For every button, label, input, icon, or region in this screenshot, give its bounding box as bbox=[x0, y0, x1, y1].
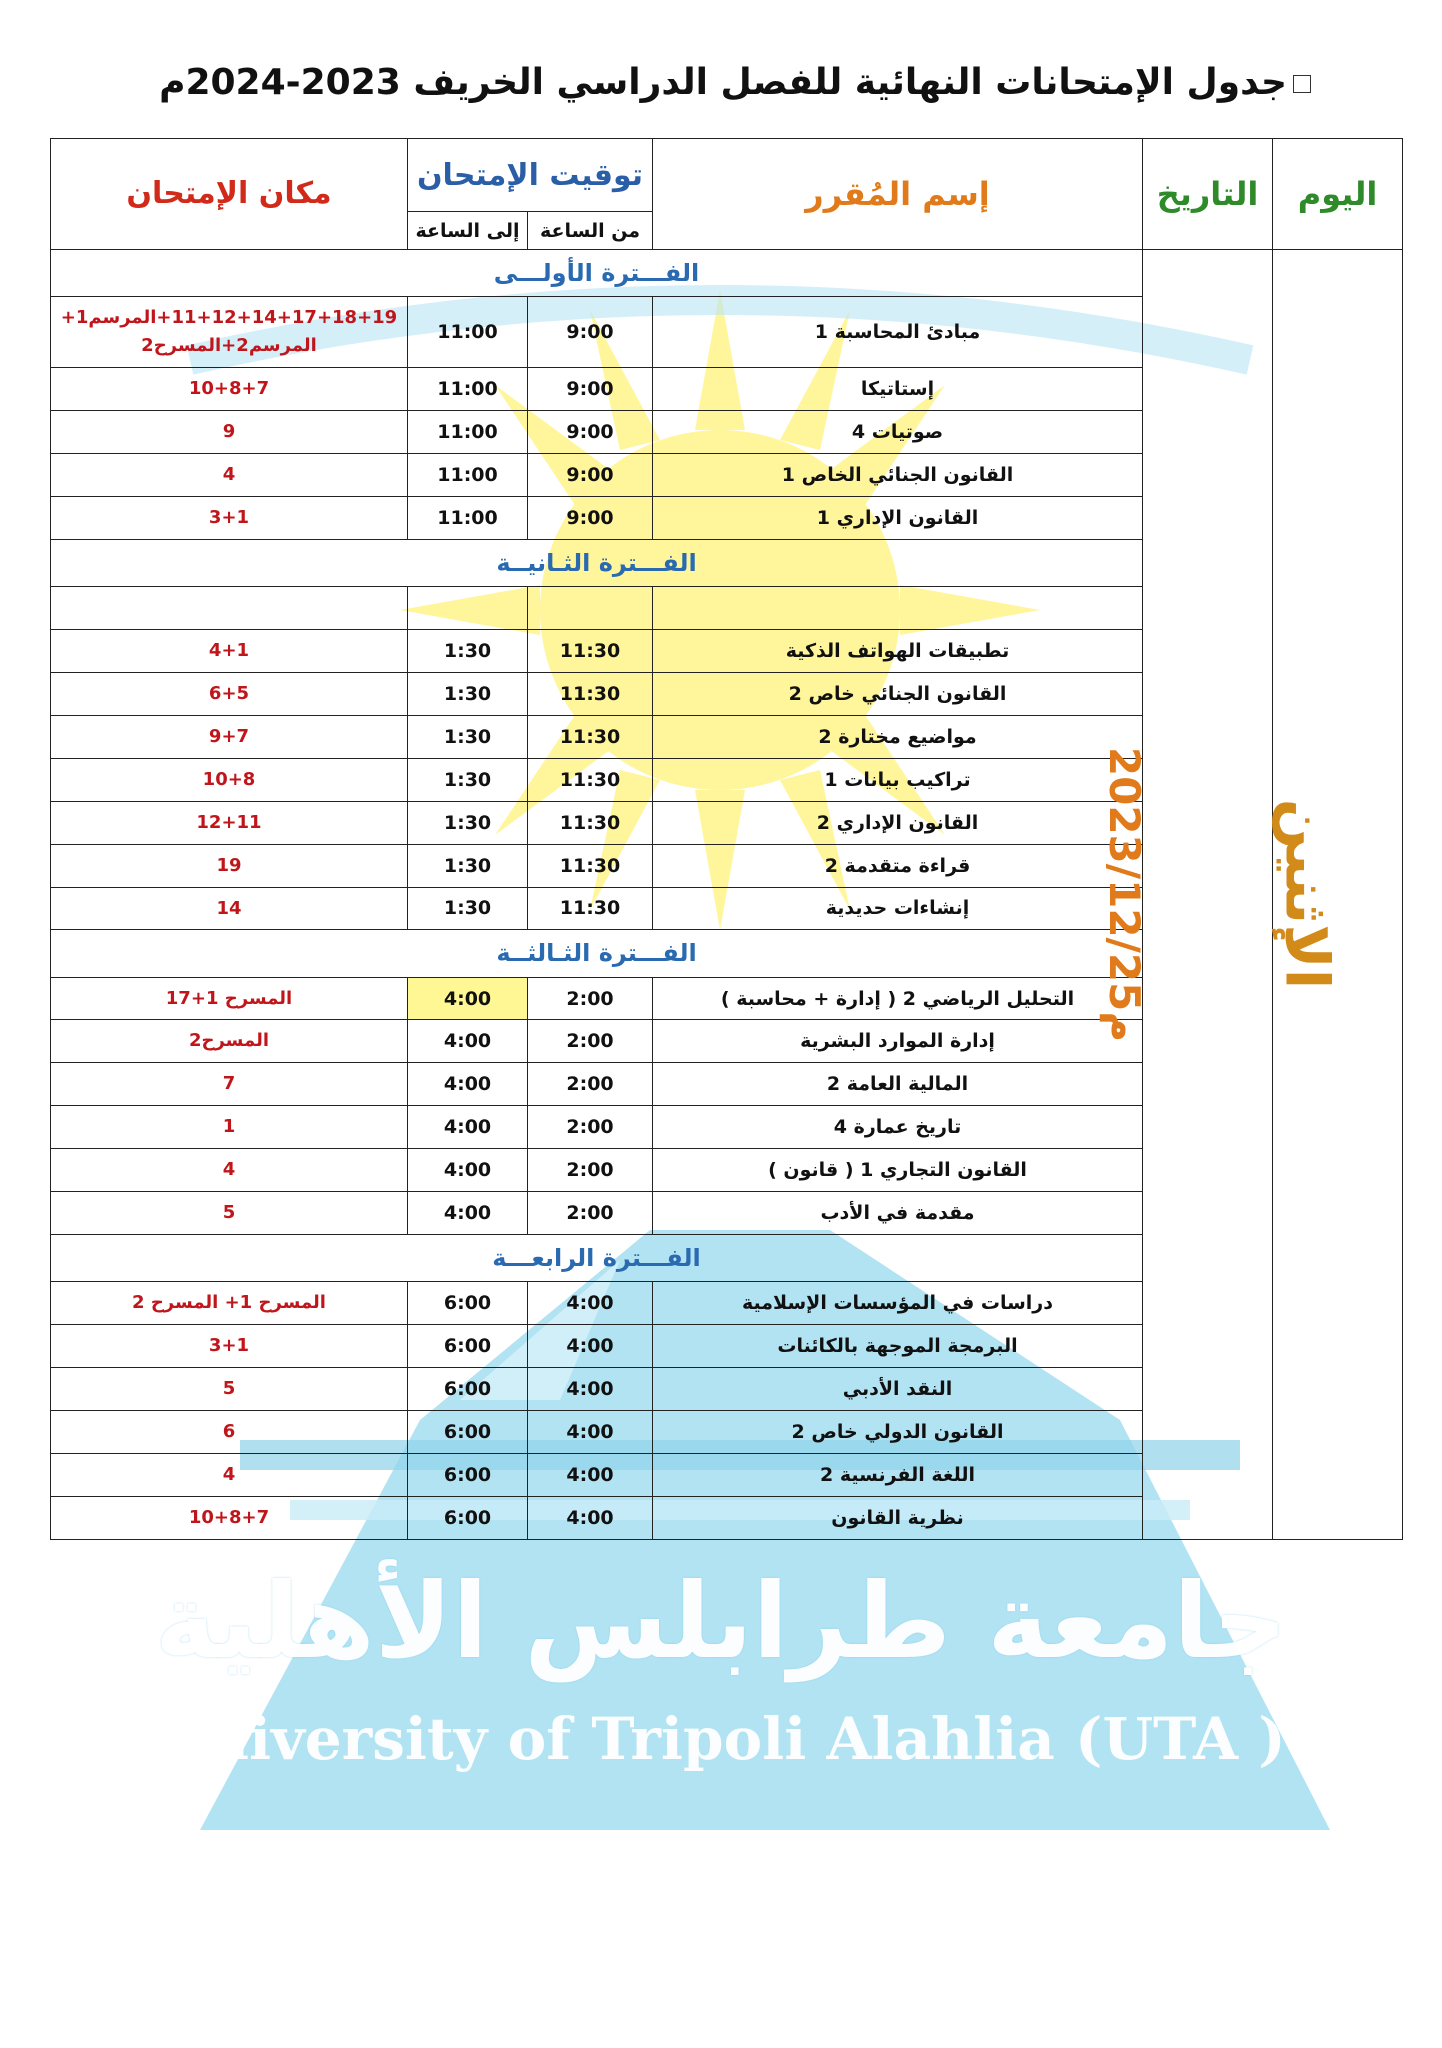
exam-place: 10+8+7 bbox=[51, 1496, 408, 1539]
from-time: 11:30 bbox=[528, 715, 653, 758]
course-name: المالية العامة 2 bbox=[653, 1063, 1143, 1106]
to-time: 1:30 bbox=[408, 844, 528, 887]
exam-place: المسرح 1+17 bbox=[51, 977, 408, 1020]
course-name: قراءة متقدمة 2 bbox=[653, 844, 1143, 887]
header-row bbox=[51, 139, 1403, 212]
to-time: 6:00 bbox=[408, 1410, 528, 1453]
course-name bbox=[653, 587, 1143, 630]
to-time: 11:00 bbox=[408, 411, 528, 454]
exam-place: 4 bbox=[51, 1453, 408, 1496]
from-time: 2:00 bbox=[528, 1149, 653, 1192]
to-time: 1:30 bbox=[408, 758, 528, 801]
to-time: 4:00 bbox=[408, 1106, 528, 1149]
from-time: 4:00 bbox=[528, 1453, 653, 1496]
from-time: 11:30 bbox=[528, 672, 653, 715]
day-value: الإثنين bbox=[1271, 799, 1342, 990]
header-day: اليوم bbox=[1273, 139, 1403, 250]
from-time: 2:00 bbox=[528, 1106, 653, 1149]
course-name: القانون الجنائي الخاص 1 bbox=[653, 454, 1143, 497]
exam-place: 6 bbox=[51, 1410, 408, 1453]
course-name: تاريخ عمارة 4 bbox=[653, 1106, 1143, 1149]
period-row bbox=[51, 249, 1403, 296]
to-time: 4:00 bbox=[408, 1063, 528, 1106]
to-time: 1:30 bbox=[408, 887, 528, 930]
header-from-time: من الساعة bbox=[528, 212, 653, 250]
exam-place: 10+8+7 bbox=[51, 368, 408, 411]
date-value: 2023/12/25م bbox=[1099, 746, 1149, 1043]
course-name: مبادئ المحاسبة 1 bbox=[653, 297, 1143, 368]
header-date: التاريخ bbox=[1143, 139, 1273, 250]
from-time: 9:00 bbox=[528, 297, 653, 368]
period-label: الفـــترة الثـالثــة bbox=[51, 930, 1143, 977]
exam-place: 10+8 bbox=[51, 758, 408, 801]
course-name: إستاتيكا bbox=[653, 368, 1143, 411]
course-name: النقد الأدبي bbox=[653, 1368, 1143, 1411]
exam-place: 1 bbox=[51, 1106, 408, 1149]
exam-place: 7 bbox=[51, 1063, 408, 1106]
to-time: 4:00 bbox=[408, 1149, 528, 1192]
to-time: 1:30 bbox=[408, 801, 528, 844]
watermark-english-name: University of Tripoli Alahlia (UTA ) bbox=[156, 1705, 1286, 1773]
page-title bbox=[150, 62, 1320, 103]
header-exam-place: مكان الإمتحان bbox=[51, 139, 408, 250]
from-time: 11:30 bbox=[528, 801, 653, 844]
day-cell bbox=[1273, 249, 1403, 1539]
course-name: القانون الإداري 1 bbox=[653, 497, 1143, 540]
to-time: 11:00 bbox=[408, 454, 528, 497]
from-time: 9:00 bbox=[528, 411, 653, 454]
from-time: 11:30 bbox=[528, 844, 653, 887]
course-name: دراسات في المؤسسات الإسلامية bbox=[653, 1282, 1143, 1325]
to-time: 1:30 bbox=[408, 629, 528, 672]
to-time bbox=[408, 587, 528, 630]
exam-place: 4 bbox=[51, 454, 408, 497]
course-name: اللغة الفرنسية 2 bbox=[653, 1453, 1143, 1496]
exam-place bbox=[51, 587, 408, 630]
course-name: البرمجة الموجهة بالكائنات bbox=[653, 1325, 1143, 1368]
course-name: التحليل الرياضي 2 ( إدارة + محاسبة ) bbox=[653, 977, 1143, 1020]
exam-place: 3+1 bbox=[51, 497, 408, 540]
to-time: 1:30 bbox=[408, 672, 528, 715]
title-text: جدول الإمتحانات النهائية للفصل الدراسي الخريف 2023-2024م bbox=[159, 62, 1287, 103]
header-exam-time: توقيت الإمتحان bbox=[408, 139, 653, 212]
to-time: 6:00 bbox=[408, 1453, 528, 1496]
exam-place: 11+12+14+17+18+19+المرسم1+ المرسم2+المسرح2 bbox=[51, 297, 408, 368]
from-time: 4:00 bbox=[528, 1282, 653, 1325]
exam-place: 9+7 bbox=[51, 715, 408, 758]
exam-place: 14 bbox=[51, 887, 408, 930]
course-name: مواضيع مختارة 2 bbox=[653, 715, 1143, 758]
to-time: 1:30 bbox=[408, 715, 528, 758]
course-name: مقدمة في الأدب bbox=[653, 1192, 1143, 1235]
to-time: 4:00 bbox=[408, 1020, 528, 1063]
header-course: إسم المُقرر bbox=[653, 139, 1143, 250]
from-time: 9:00 bbox=[528, 368, 653, 411]
from-time: 11:30 bbox=[528, 629, 653, 672]
course-name: صوتيات 4 bbox=[653, 411, 1143, 454]
period-label: الفـــترة الأولـــى bbox=[51, 249, 1143, 296]
course-name: القانون الجنائي خاص 2 bbox=[653, 672, 1143, 715]
exam-place: المسرح 1+ المسرح 2 bbox=[51, 1282, 408, 1325]
to-time: 11:00 bbox=[408, 297, 528, 368]
from-time: 2:00 bbox=[528, 1020, 653, 1063]
course-name: إدارة الموارد البشرية bbox=[653, 1020, 1143, 1063]
from-time: 11:30 bbox=[528, 887, 653, 930]
exam-schedule-table bbox=[50, 138, 1403, 1540]
to-time: 11:00 bbox=[408, 368, 528, 411]
exam-place: 19 bbox=[51, 844, 408, 887]
exam-place: 5 bbox=[51, 1192, 408, 1235]
to-time: 4:00 bbox=[408, 1192, 528, 1235]
exam-place: 6+5 bbox=[51, 672, 408, 715]
to-time: 11:00 bbox=[408, 497, 528, 540]
from-time: 11:30 bbox=[528, 758, 653, 801]
to-time: 6:00 bbox=[408, 1325, 528, 1368]
from-time: 4:00 bbox=[528, 1410, 653, 1453]
to-time: 6:00 bbox=[408, 1368, 528, 1411]
course-name: تراكيب بيانات 1 bbox=[653, 758, 1143, 801]
to-time: 6:00 bbox=[408, 1496, 528, 1539]
from-time: 4:00 bbox=[528, 1368, 653, 1411]
from-time: 2:00 bbox=[528, 1192, 653, 1235]
exam-place: المسرح2 bbox=[51, 1020, 408, 1063]
checkbox-icon bbox=[1293, 75, 1311, 93]
header-to-time: إلى الساعة bbox=[408, 212, 528, 250]
exam-place: 12+11 bbox=[51, 801, 408, 844]
course-name: إنشاءات حديدية bbox=[653, 887, 1143, 930]
from-time: 2:00 bbox=[528, 977, 653, 1020]
course-name: القانون الإداري 2 bbox=[653, 801, 1143, 844]
from-time: 4:00 bbox=[528, 1325, 653, 1368]
period-label: الفـــترة الثـانيــة bbox=[51, 539, 1143, 586]
exam-place: 4+1 bbox=[51, 629, 408, 672]
course-name: تطبيقات الهواتف الذكية bbox=[653, 629, 1143, 672]
exam-place: 3+1 bbox=[51, 1325, 408, 1368]
to-time: 4:00 bbox=[408, 977, 528, 1020]
course-name: نظرية القانون bbox=[653, 1496, 1143, 1539]
to-time: 6:00 bbox=[408, 1282, 528, 1325]
course-name: القانون التجاري 1 ( قانون ) bbox=[653, 1149, 1143, 1192]
watermark-arabic-name: جامعة طرابلس الأهلية bbox=[154, 1560, 1288, 1682]
from-time: 9:00 bbox=[528, 497, 653, 540]
course-name: القانون الدولي خاص 2 bbox=[653, 1410, 1143, 1453]
from-time: 2:00 bbox=[528, 1063, 653, 1106]
exam-place: 5 bbox=[51, 1368, 408, 1411]
period-label: الفـــترة الرابعـــة bbox=[51, 1235, 1143, 1282]
from-time bbox=[528, 587, 653, 630]
exam-place: 4 bbox=[51, 1149, 408, 1192]
from-time: 9:00 bbox=[528, 454, 653, 497]
from-time: 4:00 bbox=[528, 1496, 653, 1539]
exam-place: 9 bbox=[51, 411, 408, 454]
